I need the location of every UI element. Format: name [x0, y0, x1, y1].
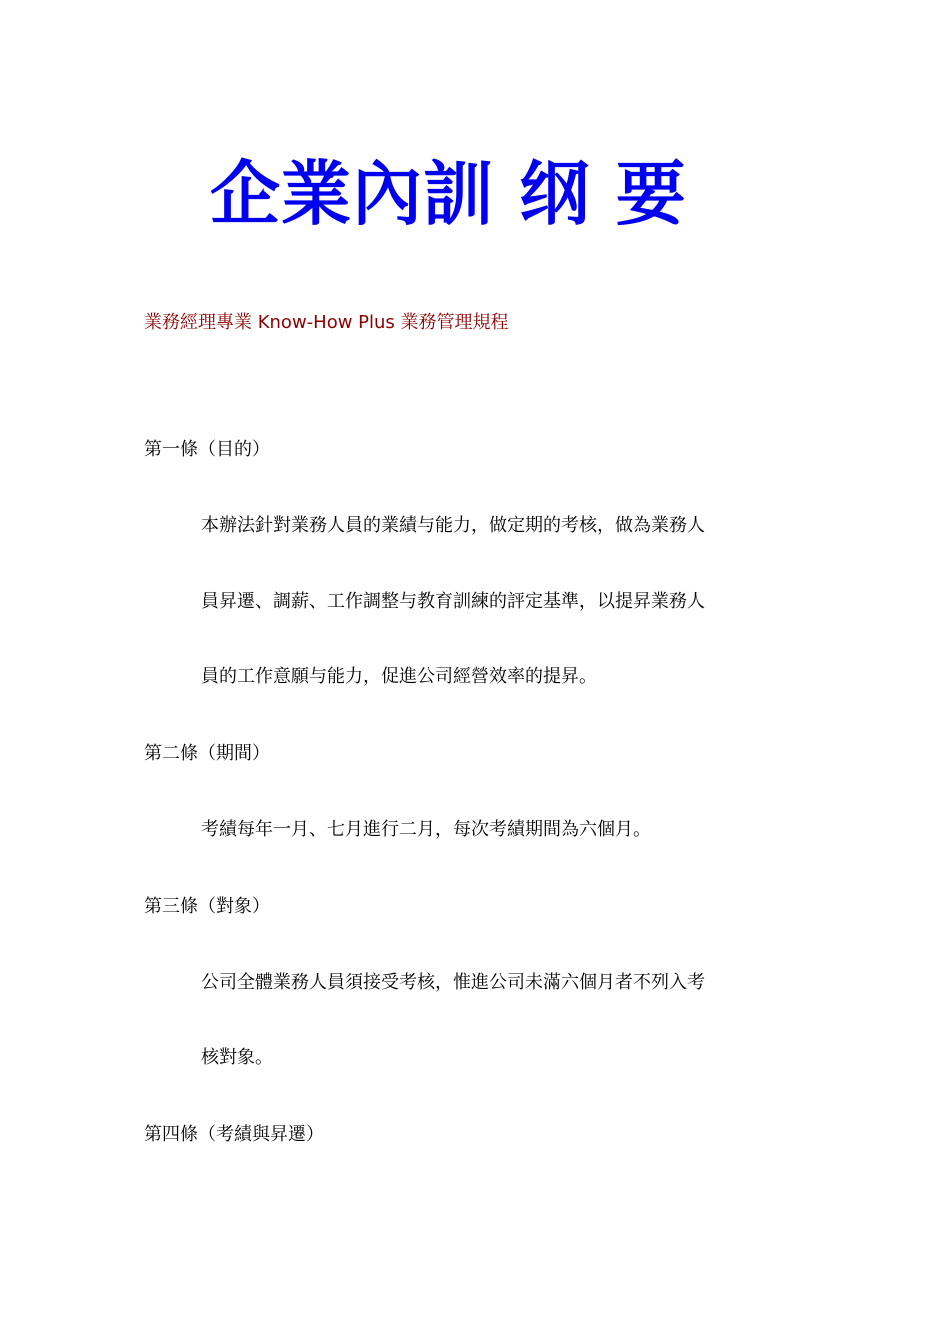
paragraph-line: 公司全體業務人員須接受考核，惟進公司未滿六個月者不列入考 [201, 972, 705, 993]
paragraph-line: 員的工作意願与能力，促進公司經營效率的提昇。 [201, 666, 597, 687]
document-subtitle: 業務經理專業 Know-How Plus 業務管理規程 [144, 312, 509, 333]
paragraph-line: 核對象。 [201, 1047, 273, 1068]
paragraph-line: 本辦法針對業務人員的業績与能力，做定期的考核，做為業務人 [201, 515, 705, 536]
section-heading: 第四條（考績與昇遷） [144, 1124, 324, 1145]
paragraph-line: 員昇遷、調薪、工作調整与教育訓練的評定基準，以提昇業務人 [201, 591, 705, 612]
section-heading: 第三條（對象） [144, 896, 270, 917]
page-title: 企業內訓 纲 要 [210, 153, 687, 235]
section-heading: 第二條（期間） [144, 743, 270, 764]
section-heading: 第一條（目的） [144, 439, 270, 460]
paragraph-line: 考績每年一月、七月進行二月，每次考績期間為六個月。 [201, 819, 651, 840]
